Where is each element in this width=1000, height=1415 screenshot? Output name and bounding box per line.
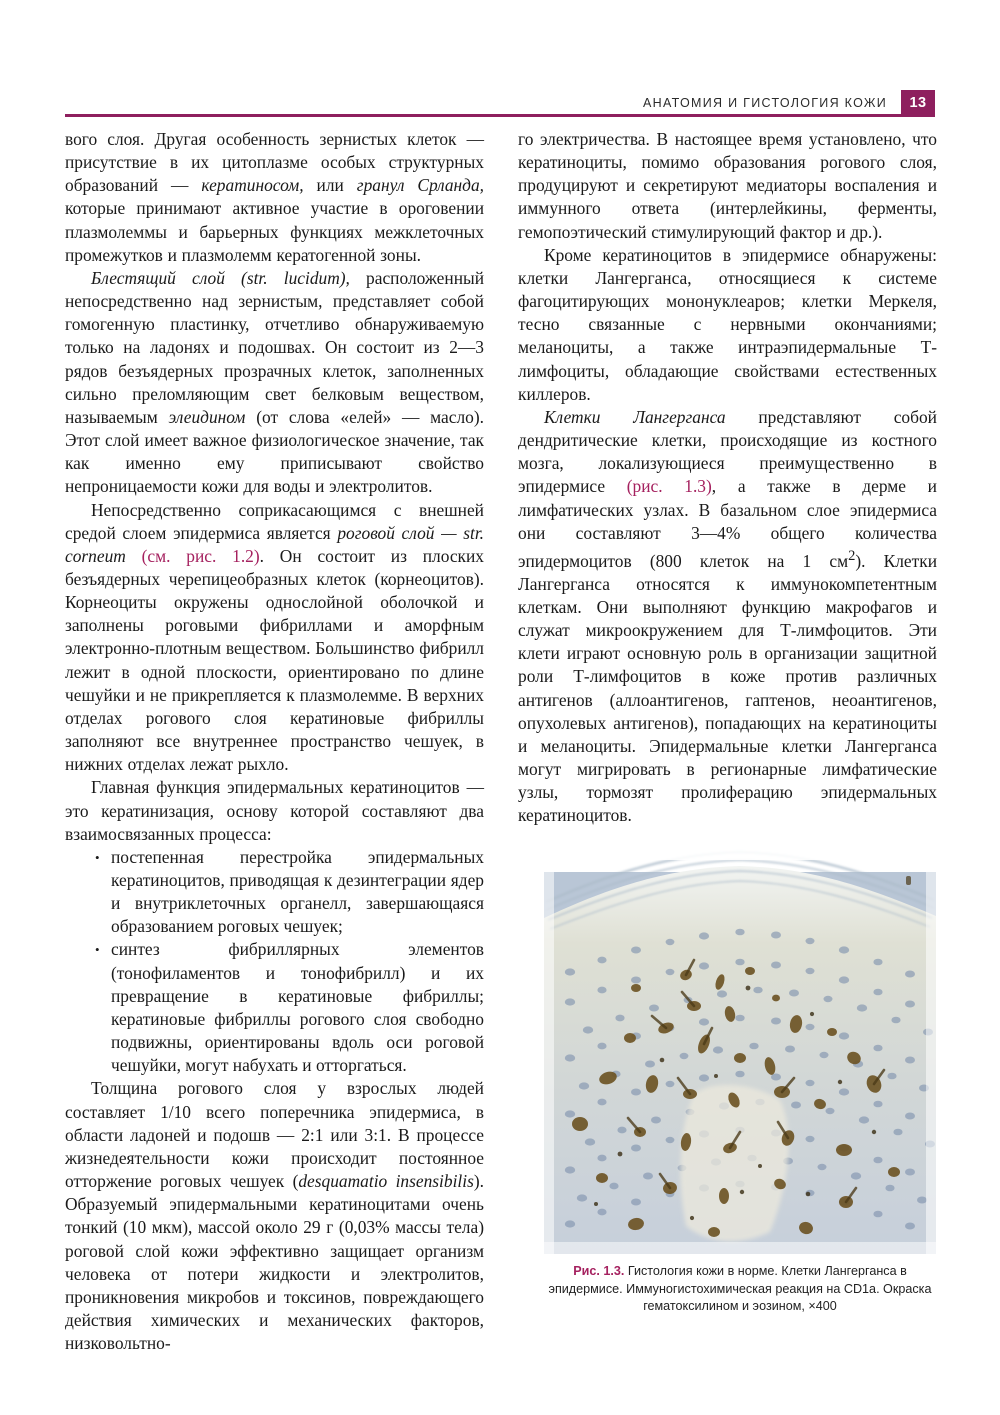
para2-part-b: (от слова «елей» — масло). Этот слой имеет важное физиологическое значение, так как именно ему приписывают свойство непроницаемости кожи для воды и электролитов. bbox=[65, 406, 485, 497]
para3-part-a: Непосредственно соприкасающимся с внешней средой слоем эпидермиса является bbox=[65, 499, 484, 543]
paragraph-2 bbox=[65, 267, 484, 499]
paragraph-4: Главная функция эпидермальных кератиноцитов — это кератинизация, основу которой составляют два взаимосвязанных процесса: bbox=[65, 777, 484, 844]
paragraph-7: Кроме кератиноцитов в эпидермисе обнаружены: клетки Лангерганса, относящиеся к системе фагоцитирующих мононуклеаров; клетки Меркеля, тесно связанные с нервными окончаниями; меланоциты, а также интраэпидермальные Т-лимфоциты, обладающие свойствами естественных киллеров. bbox=[518, 244, 937, 404]
list-item: • постепенная перестройка эпидермальных кератиноцитов, приводящая к дезинтеграции ядер и внутриклеточных органелл, завершающаяся образованием роговых чешуек; bbox=[111, 846, 484, 939]
para1-part-a: вого слоя. Другая особенность зернистых клеток — присутствие в их цитоплазме особых структурных образований — bbox=[65, 129, 484, 196]
figure-reference-1-3[interactable]: (рис. 1.3) bbox=[626, 476, 712, 497]
figure-1-3 bbox=[544, 832, 936, 1316]
term-eleidin: элеидином bbox=[168, 406, 246, 427]
keratinization-process-list bbox=[65, 846, 484, 1078]
column-left bbox=[65, 128, 484, 1355]
figure-label: Рис. 1.3. bbox=[573, 1264, 625, 1278]
term-keratinosome: кератиносом, bbox=[201, 175, 304, 196]
para5-part-b: ). Образуемый эпидермальными кератиноцитами очень тонкий (10 мкм), массой около 29 г (0,03% массы тела) роговой слой кожи эффективно защищает организм человека от потери жидкости и электролитов, проникновения микробов и токсинов, повреждающего действия химических и механических факторов, низковольтно- bbox=[65, 1171, 484, 1354]
paragraph-5 bbox=[65, 1077, 484, 1355]
para5-part-a: Толщина рогового слоя у взрослых людей составляет 1/10 всего поперечника эпидермиса, в области ладоней и подошв — 2:1 или 3:1. В процессе жизнедеятельности кожи происходит постоянное отторжение роговых чешуек ( bbox=[65, 1078, 484, 1192]
micrograph-svg bbox=[544, 832, 936, 1254]
running-head-title: АНАТОМИЯ И ГИСТОЛОГИЯ КОЖИ bbox=[643, 96, 887, 110]
para3-part-b: . Он состоит из плоских безъядерных черепицеобразных клеток (корнеоцитов). Корнеоциты окружены однослойной оболочкой и заполнены роговыми фибриллами и аморфным электронно-плотным веществом. Большинство фибрилл лежит в одной плоскости, ориентировано по длине чешуйки и не прикрепляется к плазмолемме. В верхних отделах рогового слоя кератиновые фибриллы заполняют все внутреннее пространство чешуек, в нижних отделах лежат рыхло. bbox=[65, 545, 484, 775]
paragraph-8 bbox=[518, 406, 937, 828]
term-langerhans-cells: Клетки Лангерганса bbox=[544, 406, 726, 427]
column-right bbox=[518, 128, 937, 827]
para8-part-b: , а также в дерме и лимфатических узлах. В базальном слое эпидермиса они составляют 3—4% общего количества эпидермоцитов (800 клеток на 1 см bbox=[518, 476, 937, 571]
para2-part-a: расположенный непосредственно над зернистым, представляет собой гомогенную пластинку, отчетливо обнаруживаемую только на ладонях и подошвах. Он состоит из 2—3 рядов безъядерных прозрачных клеток, заполненных сильно преломляющим свет белковым веществом, называемым bbox=[65, 267, 484, 427]
figure-caption bbox=[544, 1263, 936, 1316]
page-number-badge: 13 bbox=[901, 90, 935, 116]
list-item: • синтез фибриллярных элементов (тонофиламентов и тонофибрилл) и их превращение в кератиновые фибриллы; кератиновые фибриллы рогового слоя свободно подвижны, ориентированы вдоль оси роговой чешуйки, могут набухать и отторгаться. bbox=[111, 938, 484, 1077]
figure-reference-1-2[interactable]: (см. рис. 1.2) bbox=[141, 545, 260, 566]
para8-part-c: ). Клетки Лангерганса относятся к иммунокомпетентным клеткам. Они выполняют функцию макрофагов и служат микроокружением для Т-лимфоцитов. Эти клети играют основную роль в организации защитной роли Т-лимфоцитов в коже против различных антигенов (аллоантигенов, гаптенов, неоантигенов, опухолевых антигенов), попадающих на кератиноциты и меланоциты. Эпидермальные клетки Лангерганса могут мигрировать в регионарные лимфатические узлы, тормозят пролиферацию эпидермальных кератиноцитов. bbox=[518, 550, 937, 826]
para8-part-a: представляют собой дендритические клетки, происходящие из костного мозга, локализующиеся преимущественно в эпидермисе bbox=[518, 406, 937, 497]
para1-part-c: которые принимают активное участие в ороговении плазмолеммы и барьерных функциях межклеточных промежутков и плазмолемм кератогенной зоны. bbox=[65, 198, 484, 265]
term-stratum-corneum: роговой слой — str. corneum bbox=[65, 522, 485, 566]
paragraph-3 bbox=[65, 499, 484, 777]
term-stratum-lucidum: Блестящий слой (str. lucidum), bbox=[91, 267, 350, 288]
paragraph-6: го электричества. В настоящее время установлено, что кератиноциты, помимо образования рогового слоя, продуцируют и секретируют медиаторы воспаления и иммунного ответа (интерлейкины, ферменты, гемопоэтический стимулирующий фактор и др.). bbox=[518, 129, 937, 242]
figure-caption-text: Гистология кожи в норме. Клетки Лангерганса в эпидермисе. Иммуногистохимическая реакция на CD1a. Окраска гематоксилином и эозином, ×400 bbox=[548, 1264, 932, 1313]
micrograph-image bbox=[544, 832, 936, 1254]
para1-part-b: или bbox=[303, 175, 357, 196]
term-desquamatio-insensibilis: desquamatio insensibilis bbox=[298, 1171, 474, 1192]
paragraph-1 bbox=[65, 128, 484, 267]
term-orland-granules: гранул Срланда, bbox=[356, 175, 484, 196]
superscript-square: 2 bbox=[848, 547, 856, 564]
header-rule bbox=[65, 114, 935, 117]
